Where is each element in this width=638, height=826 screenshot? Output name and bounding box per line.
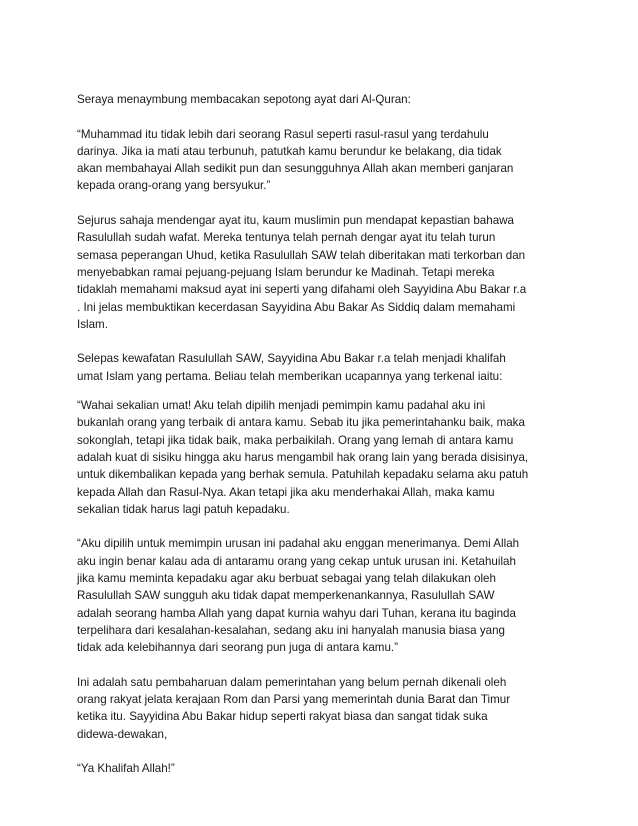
document-body <box>77 91 569 795</box>
text-line: Rasulullah SAW sungguh aku tidak dapat memperkenankannya, Rasulullah SAW <box>77 589 495 603</box>
text-line: bukanlah orang yang terbaik di antara kamu. Sebab itu jika pemerintahanku baik, maka <box>77 416 525 430</box>
text-line: umat Islam yang pertama. Beliau telah memberikan ucapannya yang terkenal iaitu: <box>77 369 503 383</box>
text-line: Sejurus sahaja mendengar ayat itu, kaum muslimin pun mendapat kepastian bahawa <box>77 214 514 228</box>
text-line: terpelihara dari kesalahan-kesalahan, sedang aku ini hanyalah manusia biasa yang <box>77 623 505 637</box>
text-line: “Wahai sekalian umat! Aku telah dipilih menjadi pemimpin kamu padahal aku ini <box>77 399 486 413</box>
closing-quote-paragraph <box>77 760 569 777</box>
text-line: ketika itu. Sayyidina Abu Bakar hidup seperti rakyat biasa dan sangat tidak suka <box>77 710 488 724</box>
speech-quote-paragraph <box>77 397 569 518</box>
text-line: akan membahayai Allah sedikit pun dan sesungguhnya Allah akan memberi ganjaran <box>77 162 514 176</box>
khalifah-paragraph <box>77 350 569 385</box>
text-line: “Muhammad itu tidak lebih dari seorang Rasul seperti rasul-rasul yang terdahulu <box>77 127 489 141</box>
text-line: jika kamu meminta kepadaku agar aku berbuat sebagai yang telah dilakukan oleh <box>77 572 496 586</box>
text-line: aku ingin benar kalau ada di antaramu orang yang cekap untuk urusan ini. Ketahuilah <box>77 554 516 568</box>
text-line: sokonglah, tetapi jika tidak baik, maka perbaikilah. Orang yang lemah di antara kamu <box>77 433 514 447</box>
second-quote-paragraph <box>77 535 569 656</box>
text-line: Islam. <box>77 317 108 331</box>
text-line: Rasulullah sudah wafat. Mereka tentunya telah pernah dengar ayat itu telah turun <box>77 231 496 245</box>
text-line: semasa peperangan Uhud, ketika Rasulullah SAW telah diberitakan mati terkorban dan <box>77 248 526 262</box>
text-line: tidak ada kelebihannya dari seorang pun juga di antara kamu.” <box>77 641 398 655</box>
quran-verse-paragraph <box>77 126 569 195</box>
text-line: . Ini jelas membuktikan kecerdasan Sayyidina Abu Bakar As Siddiq dalam memahami <box>77 300 516 314</box>
text-line: orang rakyat jelata kerajaan Rom dan Parsi yang memerintah dunia Barat dan Timur <box>77 693 511 707</box>
text-line: kepada orang-orang yang bersyukur.” <box>77 179 271 193</box>
text-line: Selepas kewafatan Rasulullah SAW, Sayyidina Abu Bakar r.a telah menjadi khalifah <box>77 352 506 366</box>
text-line: “Aku dipilih untuk memimpin urusan ini padahal aku enggan menerimanya. Demi Allah <box>77 537 520 551</box>
text-line: adalah kuat di sisiku hingga aku harus mengambil hak orang lain yang berada disisinya, <box>77 450 529 464</box>
text-line: kepada Allah dan Rasul-Nya. Akan tetapi jika aku menderhakai Allah, maka kamu <box>77 485 495 499</box>
text-line: sekalian tidak harus lagi patuh kepadaku. <box>77 502 290 516</box>
narrative-paragraph <box>77 212 569 333</box>
reform-paragraph <box>77 674 569 743</box>
text-line: didewa-dewakan, <box>77 727 168 741</box>
text-line: tidaklah memahami maksud ayat ini seperti yang difahami oleh Sayyidina Abu Bakar r.a <box>77 283 527 297</box>
text-line: Seraya menaymbung membacakan sepotong ayat dari Al-Quran: <box>77 93 411 106</box>
text-line: menyebabkan ramai pejuang-pejuang Islam berundur ke Madinah. Tetapi mereka <box>77 265 495 279</box>
text-line: adalah seorang hamba Allah yang dapat kurnia wahyu dari Tuhan, kerana itu baginda <box>77 606 516 620</box>
intro-paragraph <box>77 91 569 108</box>
text-line: Ini adalah satu pembaharuan dalam pemerintahan yang belum pernah dikenali oleh <box>77 675 507 689</box>
text-line: “Ya Khalifah Allah!” <box>77 762 175 776</box>
text-line: darinya. Jika ia mati atau terbunuh, patutkah kamu berundur ke belakang, dia tidak <box>77 144 502 158</box>
text-line: untuk dikembalikan kepada yang berhak semula. Patuhilah kepadaku selama aku patuh <box>77 468 529 482</box>
